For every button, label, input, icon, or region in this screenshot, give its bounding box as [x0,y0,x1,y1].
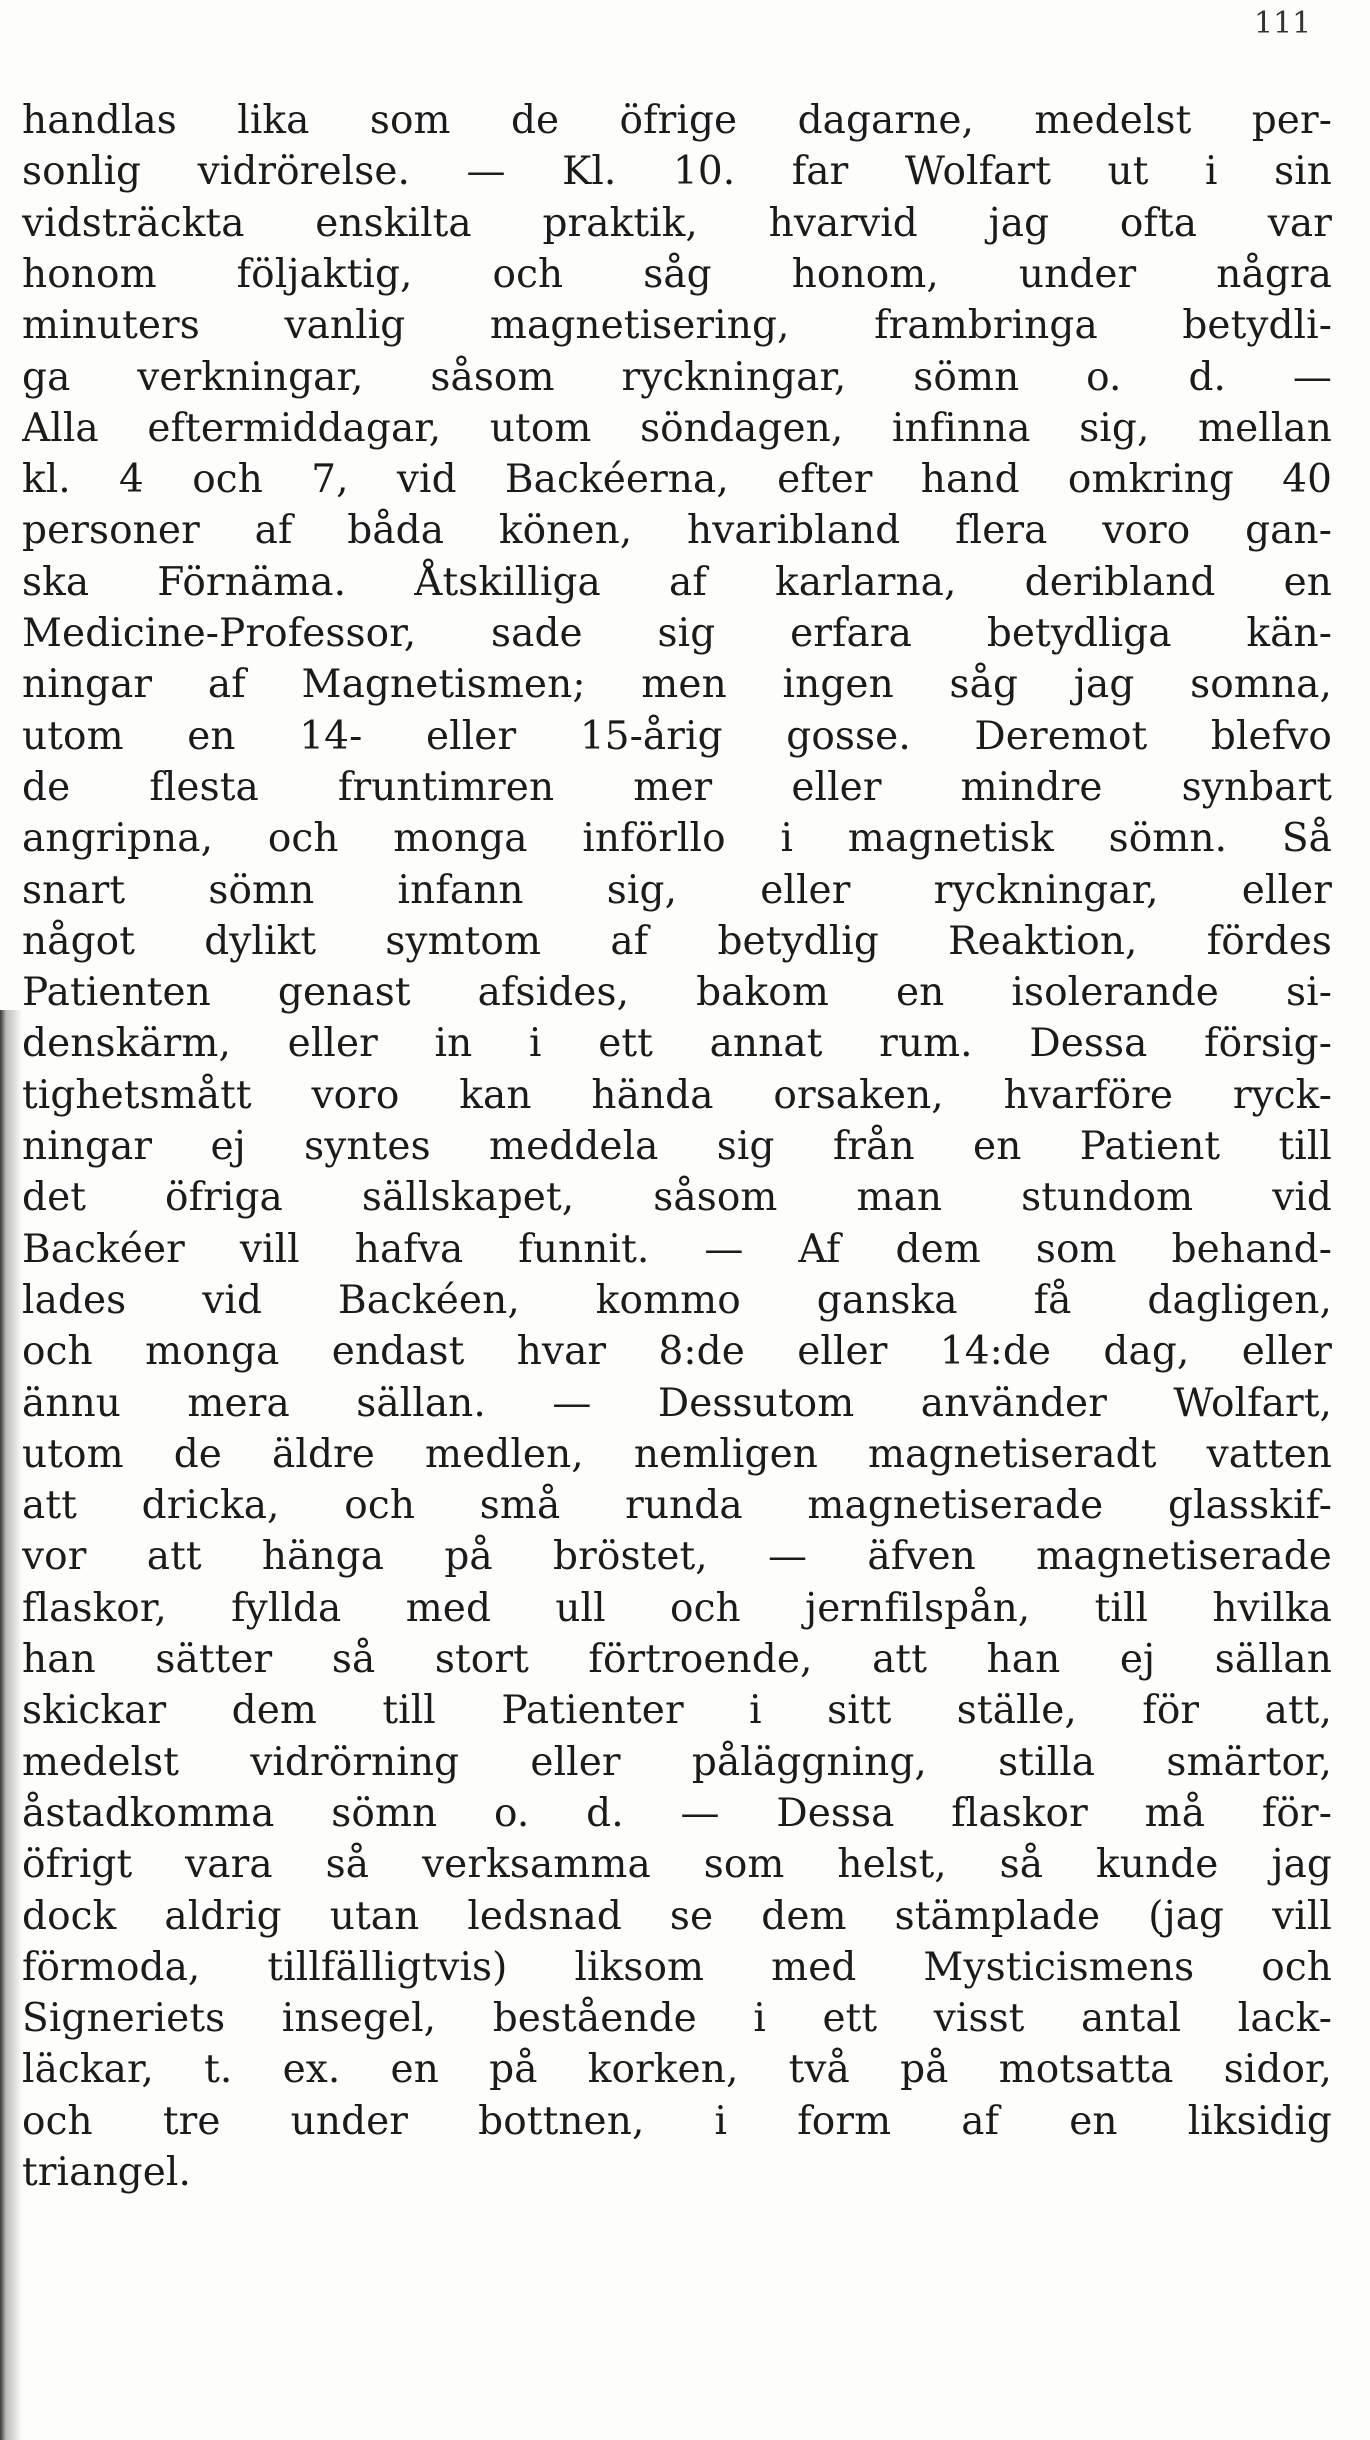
text-line: han sätter så stort förtroende, att han ej sällan [22,1637,1332,1682]
text-line: öfrigt vara så verksamma som helst, så kunde jag [22,1842,1332,1888]
text-line: åstadkomma sömn o. d. — Dessa flaskor må för- [22,1790,1332,1836]
text-line: angripna, och monga införllo i magnetisk sömn. Så [22,816,1332,862]
text-line: vor att hänga på bröstet, — äfven magnetiserade [22,1534,1332,1580]
text-line: lades vid Backéen, kommo ganska få dagligen, [22,1277,1332,1323]
text-line: kl. 4 och 7, vid Backéerna, efter hand omkring 40 [22,457,1332,503]
text-line: utom en 14- eller 15-årig gosse. Deremot blefvo [22,713,1332,759]
text-line: Medicine-Professor, sade sig erfara betydliga kän- [22,611,1332,656]
text-line: personer af båda könen, hvaribland flera voro gan- [22,508,1332,554]
text-line: läckar, t. ex. en på korken, två på motsatta sidor, [22,2047,1332,2093]
text-line: sonlig vidrörelse. — Kl. 10. far Wolfart ut i sin [22,149,1332,195]
text-line: något dylikt symtom af betydlig Reaktion, fördes [22,918,1332,964]
text-line: medelst vidrörning eller påläggning, stilla smärtor, [22,1739,1332,1785]
text-line: dock aldrig utan ledsnad se dem stämplade (jag vill [22,1893,1332,1939]
text-line: de flesta fruntimren mer eller mindre synbart [22,764,1332,810]
page-number: 111 [1254,6,1312,41]
text-line: ännu mera sällan. — Dessutom använder Wolfart, [22,1380,1332,1426]
text-line: ska Förnäma. Åtskilliga af karlarna, deribland en [22,559,1332,605]
text-line: utom de äldre medlen, nemligen magnetiseradt vatten [22,1431,1332,1477]
text-line: Patienten genast afsides, bakom en isolerande si- [22,970,1332,1016]
text-line: förmoda, tillfälligtvis) liksom med Mysticismens och [22,1944,1332,1990]
text-line: snart sömn infann sig, eller ryckningar, eller [22,867,1332,913]
text-line: Backéer vill hafva funnit. — Af dem som behand- [22,1226,1332,1272]
text-line: handlas lika som de öfrige dagarne, medelst per- [22,98,1332,143]
text-line: att dricka, och små runda magnetiserade glasskif- [22,1483,1332,1529]
text-line: tighetsmått voro kan hända orsaken, hvarföre ryck- [22,1072,1332,1118]
text-line: och monga endast hvar 8:de eller 14:de dag, eller [22,1329,1332,1375]
text-line: ningar af Magnetismen; men ingen såg jag somna, [22,662,1332,708]
text-line: det öfriga sällskapet, såsom man stundom vid [22,1175,1332,1221]
text-line: minuters vanlig magnetisering, frambringa betydli- [22,303,1332,349]
text-line: skickar dem till Patienter i sitt ställe, för att, [22,1688,1332,1734]
text-line: flaskor, fyllda med ull och jernfilspån, till hvilka [22,1585,1332,1631]
text-line: triangel. [22,2150,191,2195]
binding-shadow [0,1010,22,2440]
text-line: Signeriets insegel, bestående i ett visst antal lack- [22,1996,1332,2042]
text-line: och tre under bottnen, i form af en liksidig [22,2098,1332,2144]
text-line: ningar ej syntes meddela sig från en Patient till [22,1124,1332,1169]
text-line: denskärm, eller in i ett annat rum. Dessa försig- [22,1021,1332,1067]
text-line: honom följaktig, och såg honom, under några [22,251,1332,297]
text-line: vidsträckta enskilta praktik, hvarvid jag ofta var [22,200,1332,246]
text-line: Alla eftermiddagar, utom söndagen, infinna sig, mellan [22,405,1332,451]
text-line: ga verkningar, såsom ryckningar, sömn o. d. — [22,354,1332,400]
